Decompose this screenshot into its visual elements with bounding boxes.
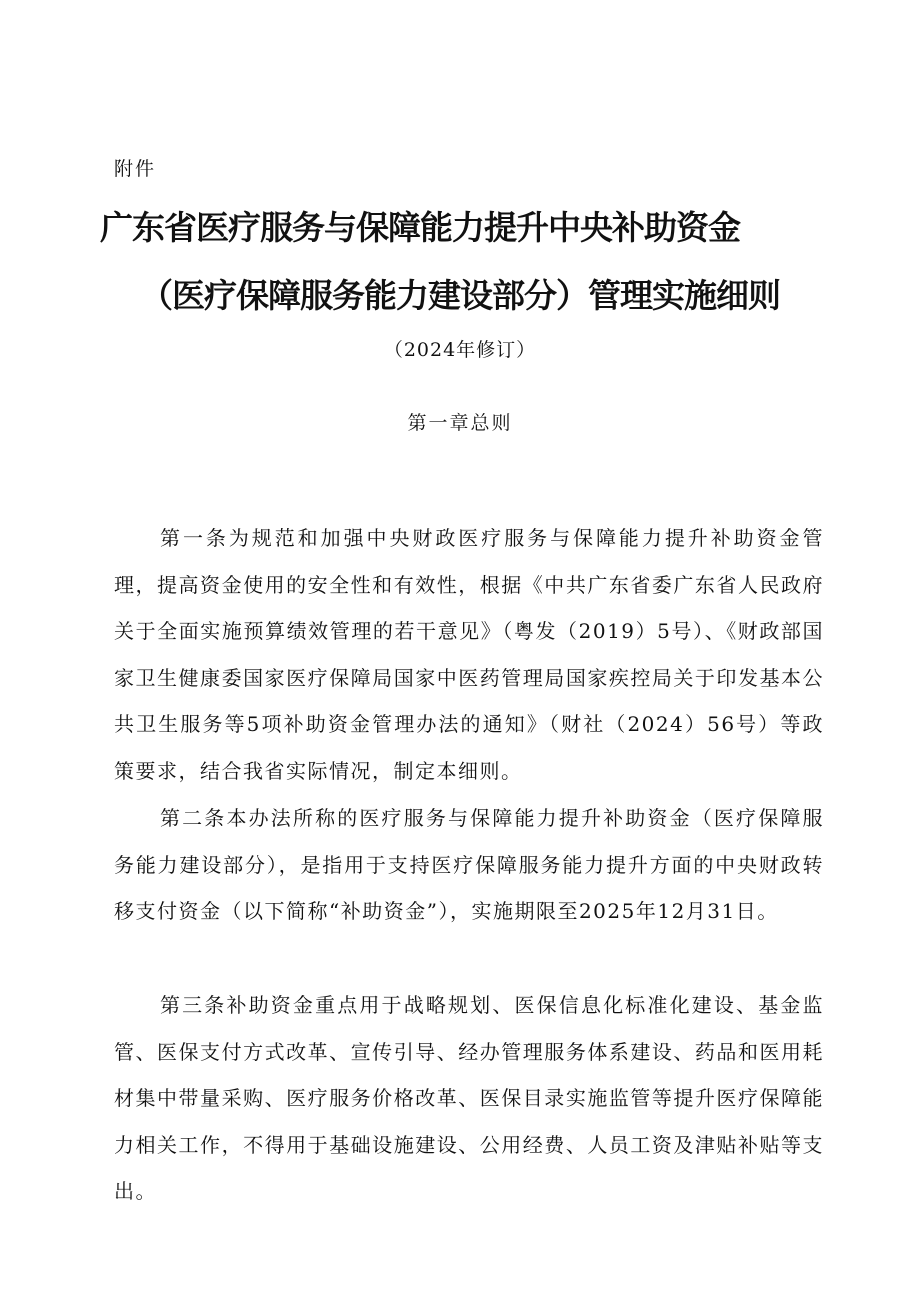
document-title-line-1: 广东省医疗服务与保障能力提升中央补助资金 xyxy=(100,208,740,247)
chapter-heading: 第一章总则 xyxy=(407,412,513,434)
document-title-line-2: （医疗保障服务能力建设部分）管理实施细则 xyxy=(140,276,780,315)
article-3: 第三条补助资金重点用于战略规划、医保信息化标准化建设、基金监管、医保支付方式改革、宣传引导、经办管理服务体系建设、药品和医用耗材集中带量采购、医疗服务价格改革、医保目录实施监管等提升医疗保障能力相关工作，不得用于基础设施建设、公用经费、人员工资及津贴补贴等支出。 xyxy=(114,993,824,1203)
article-1: 第一条为规范和加强中央财政医疗服务与保障能力提升补助资金管理，提高资金使用的安全性和有效性，根据《中共广东省委广东省人民政府关于全面实施预算绩效管理的若干意见》（粤发（2019）5号）、《财政部国家卫生健康委国家医疗保障局国家中医药管理局国家疾控局关于印发基本公共卫生服务等5项补助资金管理办法的通知》（财社（2024）56号）等政策要求，结合我省实际情况，制定本细则。 xyxy=(114,526,824,783)
revision-note: （2024年修订） xyxy=(383,339,537,361)
attachment-label: 附件 xyxy=(114,158,157,180)
article-2: 第二条本办法所称的医疗服务与保障能力提升补助资金（医疗保障服务能力建设部分），是指用于支持医疗保障服务能力提升方面的中央财政转移支付资金（以下简称“补助资金”），实施期限至2025年12月31日。 xyxy=(114,806,824,923)
